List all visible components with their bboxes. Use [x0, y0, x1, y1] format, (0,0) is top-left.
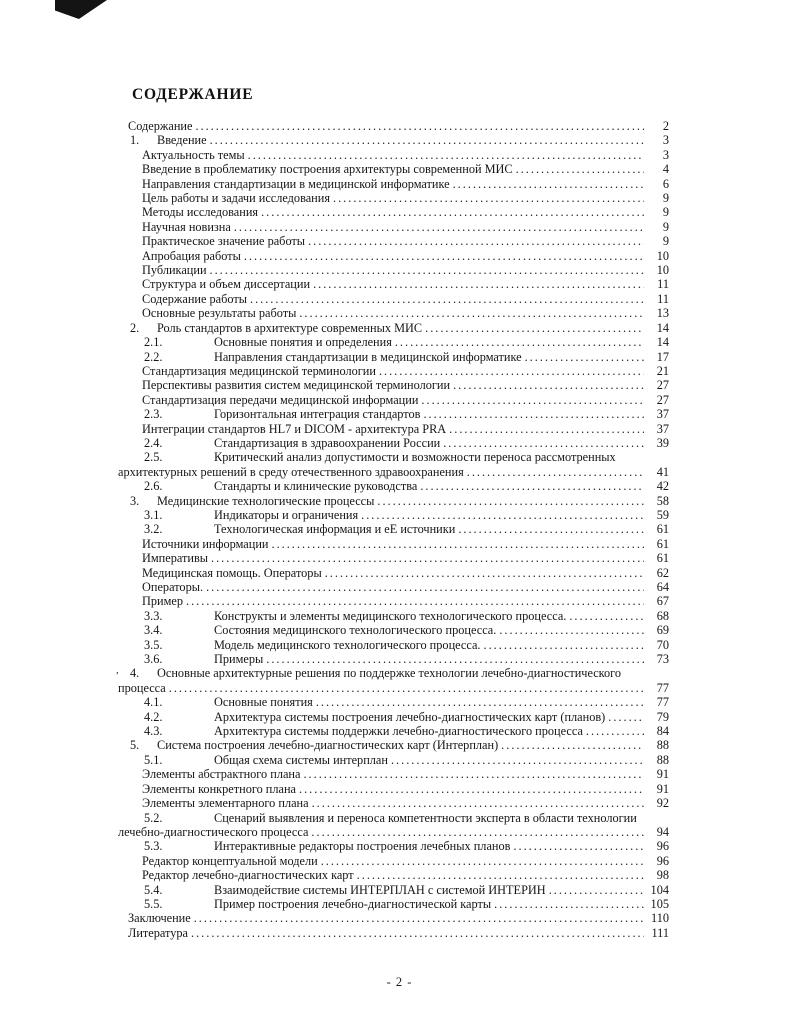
dot-leader — [484, 638, 644, 652]
dot-leader — [248, 148, 644, 162]
toc-entry — [118, 177, 669, 191]
dot-leader — [299, 306, 644, 320]
toc-entry-title: Публикации — [142, 263, 207, 278]
toc-entry-title: Структура и объем диссертации — [142, 277, 311, 292]
toc-entry — [118, 666, 669, 680]
toc-entry-number: 2. — [130, 320, 140, 335]
toc-entry-page: 41 — [656, 464, 669, 479]
dot-leader — [421, 393, 644, 407]
toc-entry — [118, 450, 669, 464]
toc-entry-title: Научная новизна — [142, 219, 231, 234]
toc-entry-title: Императивы — [142, 551, 209, 566]
dot-leader — [312, 796, 644, 810]
toc-entry-page: 96 — [656, 839, 669, 854]
toc-entry-page: 70 — [656, 637, 669, 652]
toc-entry — [118, 623, 669, 637]
dot-leader — [210, 263, 644, 277]
toc-entry-title: Цель работы и задачи исследования — [142, 191, 331, 206]
toc-entry-page: 61 — [656, 522, 669, 537]
toc-entry-title: Модель медицинского технологического процесса. — [214, 637, 481, 652]
toc-entry-page: 11 — [657, 277, 669, 292]
dot-leader — [361, 508, 644, 522]
toc-entry-title: Медицинская помощь. Операторы — [142, 565, 322, 580]
dot-leader — [453, 378, 644, 392]
dot-leader — [425, 321, 644, 335]
toc-entry-page: 10 — [656, 248, 669, 263]
toc-entry — [118, 220, 669, 234]
toc-entry-number: 2.5. — [144, 450, 163, 465]
toc-entry-page: 9 — [662, 234, 669, 249]
dot-leader — [308, 234, 644, 248]
toc-entry-title: Основные архитектурные решения по поддержке технологии лечебно-диагностического — [157, 666, 622, 681]
dot-leader — [186, 594, 644, 608]
toc-entry-title: Актуальность темы — [142, 147, 245, 162]
toc-entry-title: Интеграции стандартов HL7 и DICOM - архитектура PRA — [142, 421, 447, 436]
toc-entry — [118, 926, 669, 940]
dot-leader — [206, 580, 644, 594]
dot-leader — [316, 695, 644, 709]
toc-entry-number: 5.4. — [144, 882, 163, 897]
toc-entry-title: Введение — [157, 133, 207, 148]
toc-entry-number: 5.5. — [144, 896, 163, 911]
toc-entry-page: 9 — [662, 219, 669, 234]
toc-entry — [118, 551, 669, 565]
toc-entry-title: Основные понятия — [214, 695, 313, 710]
toc-entry — [118, 868, 669, 882]
dot-leader — [234, 220, 644, 234]
toc-entry-title: Пример — [142, 594, 183, 609]
toc-entry-number: 2.1. — [144, 335, 163, 350]
toc-entry — [118, 494, 669, 508]
toc-entry-page: 39 — [656, 435, 669, 450]
toc-entry-title: Примеры — [214, 652, 264, 667]
toc-entry — [118, 508, 669, 522]
toc-entry-page: 27 — [656, 392, 669, 407]
toc-entry-page: 9 — [662, 191, 669, 206]
toc-entry-page: 13 — [656, 306, 669, 321]
toc-entry-page: 59 — [656, 507, 669, 522]
toc-entry-page: 14 — [656, 335, 669, 350]
toc-entry-page: 73 — [656, 652, 669, 667]
dot-leader — [516, 162, 644, 176]
toc-entry-continuation — [118, 681, 669, 695]
dot-leader — [391, 753, 644, 767]
toc-entry — [118, 393, 669, 407]
toc-entry — [118, 249, 669, 263]
toc-entry — [118, 205, 669, 219]
toc-entry-number: 1. — [130, 133, 140, 148]
toc-entry — [118, 782, 669, 796]
toc-entry-title: Технологическая информация и еЕ источники — [214, 522, 456, 537]
toc-entry-number: 5.1. — [144, 752, 163, 767]
toc-entry-title: Роль стандартов в архитектуре современных МИС — [157, 320, 423, 335]
dot-leader — [513, 839, 644, 853]
dot-leader — [569, 609, 644, 623]
toc-entry-page: 37 — [656, 407, 669, 422]
toc-entry-title: Интерактивные редакторы построения лечебных планов — [214, 839, 511, 854]
toc-entry-page: 37 — [656, 421, 669, 436]
toc-entry — [118, 378, 669, 392]
toc-entry-number: 3. — [130, 493, 140, 508]
toc-entry-title: Литература — [128, 925, 189, 940]
toc-entry-continuation — [118, 465, 669, 479]
toc-entry-page: 14 — [656, 320, 669, 335]
toc-entry-title-wrap: процесса — [118, 680, 166, 695]
toc-entry-page: 3 — [662, 147, 669, 162]
toc-entry-title: Система построения лечебно-диагностических карт (Интерплан) — [157, 738, 499, 753]
dot-leader — [311, 825, 644, 839]
dot-leader — [299, 782, 644, 796]
dot-leader — [453, 177, 644, 191]
toc-entry — [118, 911, 669, 925]
dot-leader — [169, 681, 644, 695]
toc-entry-title: Архитектура системы построения лечебно-диагностических карт (планов) — [214, 709, 606, 724]
dot-leader — [377, 494, 644, 508]
toc-entry-title: Общая схема системы интерплан — [214, 752, 388, 767]
dot-leader — [586, 724, 644, 738]
dot-leader — [210, 133, 644, 147]
toc-entry-title-wrap: лечебно-диагностического процесса — [118, 824, 309, 839]
toc-entry — [118, 422, 669, 436]
toc-entry-title: Стандартизация медицинской терминологии — [142, 363, 376, 378]
toc-entry-page: 91 — [656, 781, 669, 796]
toc-entry-number: 2.3. — [144, 407, 163, 422]
toc-entry — [118, 537, 669, 551]
toc-entry — [118, 767, 669, 781]
footer-page-number: - 2 - — [386, 975, 413, 989]
toc-entry — [118, 854, 669, 868]
toc-entry — [118, 652, 669, 666]
dot-leader — [608, 710, 644, 724]
toc-entry-number: 4. — [130, 666, 140, 681]
toc-entry — [118, 566, 669, 580]
dot-leader — [420, 479, 644, 493]
toc-entry-page: 94 — [656, 824, 669, 839]
toc-entry-title: Индикаторы и ограничения — [214, 507, 359, 522]
toc-entry — [118, 335, 669, 349]
dot-leader — [272, 537, 645, 551]
dot-leader — [250, 292, 644, 306]
toc-entry-title: Введение в проблематику построения архитектуры современной МИС — [142, 162, 513, 177]
toc-entry-title: Горизонтальная интеграция стандартов — [214, 407, 421, 422]
toc-entry-number: 3.1. — [144, 507, 163, 522]
toc-entry-number: 3.5. — [144, 637, 163, 652]
dot-leader — [261, 205, 644, 219]
dot-leader — [194, 911, 644, 925]
toc-entry — [118, 133, 669, 147]
toc-entry-title: Конструкты и элементы медицинского технологического процесса. — [214, 608, 567, 623]
toc-entry — [118, 321, 669, 335]
toc-entry-title: Элементы элементарного плана — [142, 796, 309, 811]
toc-entry-title: Апробация работы — [142, 248, 241, 263]
toc-entry-title: Пример построения лечебно-диагностической карты — [214, 896, 492, 911]
toc-entry-page: 110 — [651, 911, 669, 926]
dot-leader — [458, 522, 644, 536]
toc-entry-page: 91 — [656, 767, 669, 782]
toc-entry-title: Сценарий выявления и переноса компетентности эксперта в области технологии — [214, 810, 637, 825]
toc-entry-page: 105 — [650, 896, 669, 911]
toc-entry-page: 4 — [662, 162, 669, 177]
toc-list — [118, 119, 669, 940]
toc-entry-page: 21 — [656, 363, 669, 378]
toc-entry-number: 2.4. — [144, 435, 163, 450]
dot-leader — [244, 249, 644, 263]
dot-leader — [395, 335, 644, 349]
toc-entry — [118, 407, 669, 421]
toc-entry-page: 58 — [656, 493, 669, 508]
toc-entry-page: 77 — [656, 680, 669, 695]
toc-entry-page: 9 — [662, 205, 669, 220]
scan-speck: , — [116, 664, 119, 676]
toc-entry-title: Стандарты и клинические руководства — [214, 479, 418, 494]
toc-entry-number: 2.2. — [144, 349, 163, 364]
toc-entry — [118, 306, 669, 320]
dot-leader — [494, 897, 644, 911]
toc-entry-page: 61 — [656, 551, 669, 566]
toc-entry — [118, 148, 669, 162]
dot-leader — [449, 422, 644, 436]
toc-entry — [118, 638, 669, 652]
toc-entry-page: 104 — [650, 882, 669, 897]
dot-leader — [423, 407, 644, 421]
toc-entry-title: Стандартизация передачи медицинской информации — [142, 392, 419, 407]
toc-entry-page: 77 — [656, 695, 669, 710]
toc-entry — [118, 292, 669, 306]
toc-entry-page: 88 — [656, 752, 669, 767]
toc-entry-page: 61 — [656, 536, 669, 551]
toc-entry-title: Медицинские технологические процессы — [157, 493, 375, 508]
dot-leader — [266, 652, 644, 666]
toc-entry-page: 3 — [662, 133, 669, 148]
toc-entry — [118, 710, 669, 724]
dot-leader — [499, 623, 644, 637]
dot-leader — [501, 738, 644, 752]
toc-entry-title: Основные понятия и определения — [214, 335, 392, 350]
toc-entry-title: Перспективы развития систем медицинской терминологии — [142, 378, 451, 393]
toc-entry-title: Направления стандартизации в медицинской информатике — [142, 176, 450, 191]
toc-entry — [118, 522, 669, 536]
toc-entry — [118, 883, 669, 897]
toc-entry-page: 96 — [656, 853, 669, 868]
toc-section — [118, 86, 669, 940]
toc-entry-number: 5. — [130, 738, 140, 753]
toc-entry-number: 3.2. — [144, 522, 163, 537]
toc-entry — [118, 350, 669, 364]
toc-entry — [118, 753, 669, 767]
toc-entry — [118, 695, 669, 709]
toc-entry-number: 4.1. — [144, 695, 163, 710]
dot-leader — [379, 364, 644, 378]
dot-leader — [443, 436, 644, 450]
dot-leader — [525, 350, 644, 364]
toc-entry-title: Архитектура системы поддержки лечебно-диагностического процесса — [214, 724, 583, 739]
toc-entry-page: 67 — [656, 594, 669, 609]
toc-entry-title: Состояния медицинского технологического процесса. — [214, 623, 497, 638]
dot-leader — [357, 868, 644, 882]
dot-leader — [313, 277, 644, 291]
toc-entry-page: 11 — [657, 291, 669, 306]
toc-entry-title: Операторы. — [142, 580, 204, 594]
toc-entry-page: 62 — [656, 565, 669, 580]
toc-entry — [118, 119, 669, 133]
toc-entry — [118, 364, 669, 378]
toc-entry — [118, 811, 669, 825]
toc-entry-page: 17 — [656, 349, 669, 364]
toc-entry-number: 5.3. — [144, 839, 163, 854]
dot-leader — [191, 926, 644, 940]
toc-entry-page: 111 — [651, 925, 669, 940]
toc-entry-continuation — [118, 825, 669, 839]
toc-entry — [118, 724, 669, 738]
toc-entry-page: 92 — [656, 796, 669, 811]
dot-leader — [303, 767, 644, 781]
toc-entry-number: 5.2. — [144, 810, 163, 825]
dot-leader — [549, 883, 644, 897]
toc-entry-title: Стандартизация в здравоохранении России — [214, 435, 441, 450]
toc-entry — [118, 234, 669, 248]
toc-entry-title: Методы исследования — [142, 205, 259, 220]
dot-leader — [467, 465, 644, 479]
toc-entry-number: 2.6. — [144, 479, 163, 494]
dot-leader — [321, 854, 644, 868]
toc-entry — [118, 580, 669, 594]
toc-entry-page: 6 — [662, 176, 669, 191]
toc-entry-number: 3.6. — [144, 652, 163, 667]
toc-entry — [118, 594, 669, 608]
toc-entry — [118, 839, 669, 853]
toc-entry-title: Критический анализ допустимости и возможности переноса рассмотренных — [214, 450, 616, 465]
toc-entry — [118, 738, 669, 752]
toc-entry-number: 4.3. — [144, 724, 163, 739]
toc-entry-title: Направления стандартизации в медицинской информатике — [214, 349, 522, 364]
toc-entry — [118, 263, 669, 277]
toc-entry — [118, 609, 669, 623]
toc-entry — [118, 796, 669, 810]
toc-entry-page: 79 — [656, 709, 669, 724]
toc-entry-page: 2 — [662, 119, 669, 133]
toc-entry-title-wrap: архитектурных решений в среду отечественного здравоохранения — [118, 464, 464, 479]
toc-entry — [118, 191, 669, 205]
toc-entry — [118, 162, 669, 176]
dot-leader — [195, 119, 644, 133]
toc-entry — [118, 897, 669, 911]
toc-entry-title: Взаимодействие системы ИНТЕРПЛАН с системой ИНТЕРИН — [214, 882, 546, 897]
toc-entry-title: Элементы конкретного плана — [142, 781, 297, 796]
toc-entry-page: 27 — [656, 378, 669, 393]
toc-entry-title: Основные результаты работы — [142, 306, 297, 321]
toc-entry-page: 84 — [656, 724, 669, 739]
toc-entry-page: 42 — [656, 479, 669, 494]
toc-entry-title: Источники информации — [142, 536, 269, 551]
toc-entry-title: Содержание — [128, 119, 193, 133]
toc-entry-page: 10 — [656, 263, 669, 278]
toc-entry-title: Практическое значение работы — [142, 234, 306, 249]
toc-entry-number: 3.4. — [144, 623, 163, 638]
toc-entry-page: 98 — [656, 868, 669, 883]
toc-entry-page: 69 — [656, 623, 669, 638]
dot-leader — [325, 566, 644, 580]
toc-entry-page: 68 — [656, 608, 669, 623]
toc-entry — [118, 436, 669, 450]
toc-entry — [118, 277, 669, 291]
scan-artifact — [55, 0, 107, 19]
toc-entry-number: 3.3. — [144, 608, 163, 623]
toc-entry-title: Элементы абстрактного плана — [142, 767, 301, 782]
toc-entry-page: 88 — [656, 738, 669, 753]
page-title: СОДЕРЖАНИЕ — [132, 86, 254, 103]
toc-entry — [118, 479, 669, 493]
toc-entry-title: Содержание работы — [142, 291, 247, 306]
toc-entry-title: Редактор концептуальной модели — [142, 853, 318, 868]
toc-entry-number: 4.2. — [144, 709, 163, 724]
dot-leader — [333, 191, 644, 205]
toc-entry-title: Заключение — [128, 911, 191, 926]
toc-entry-page: 64 — [656, 580, 669, 594]
toc-entry-title: Редактор лечебно-диагностических карт — [142, 868, 354, 883]
dot-leader — [211, 551, 644, 565]
